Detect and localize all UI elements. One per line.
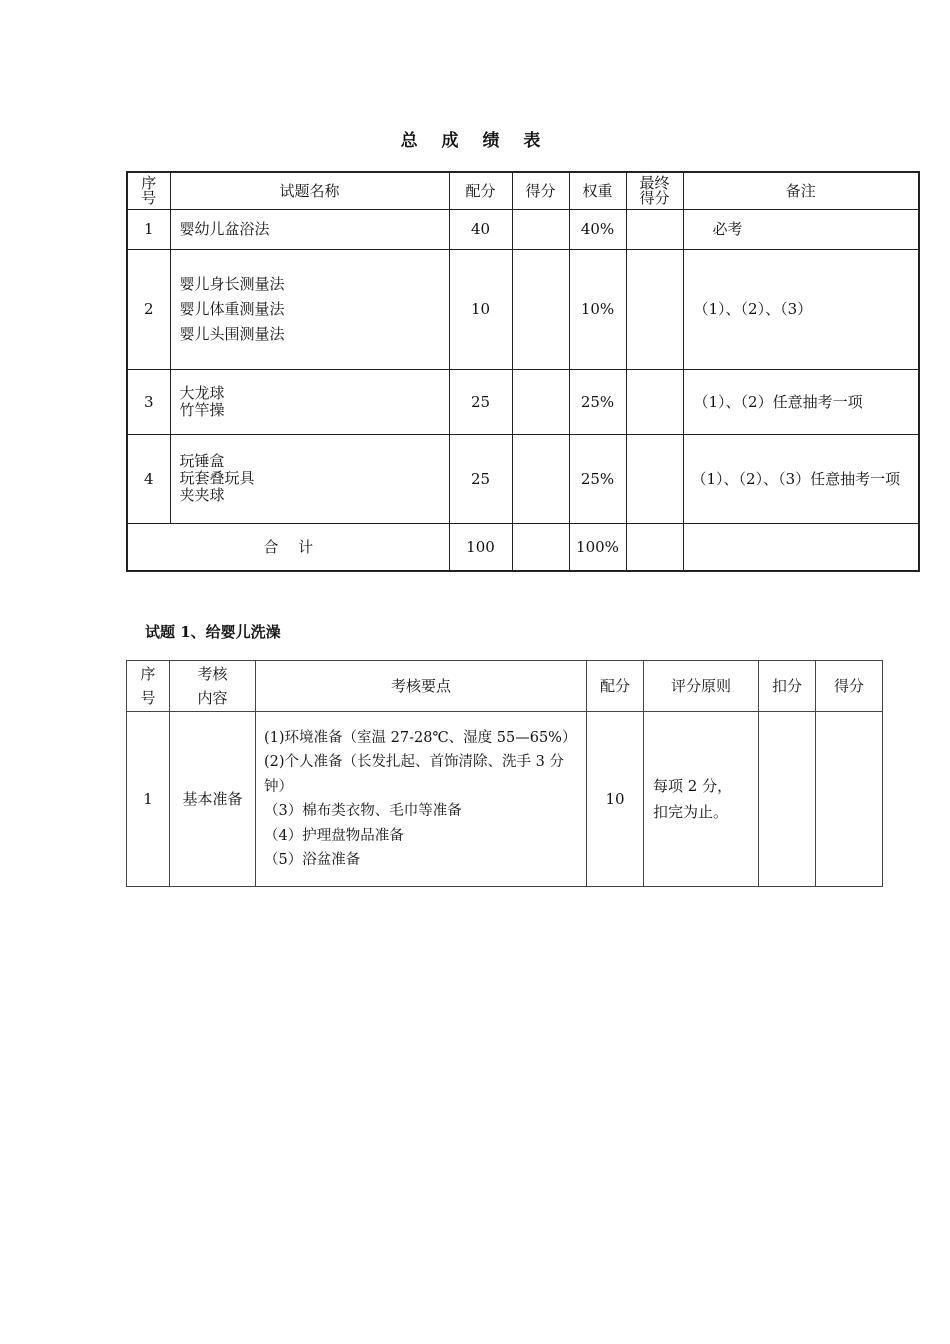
header-deduct: 扣分 xyxy=(759,661,816,712)
row-allot: 40 xyxy=(449,209,512,249)
header-content: 考核 内容 xyxy=(170,661,256,712)
row-content: 基本准备 xyxy=(170,712,256,887)
row-name: 婴幼儿盆浴法 xyxy=(170,209,449,249)
row-weight: 25% xyxy=(569,434,626,523)
table-row xyxy=(127,434,919,523)
row-seq: 2 xyxy=(127,249,170,369)
header-weight: 权重 xyxy=(569,172,626,209)
page-title: 总 成 绩 表 xyxy=(400,131,550,151)
header-seq: 序 号 xyxy=(127,661,170,712)
row-seq: 3 xyxy=(127,369,170,434)
row-note: 必考 xyxy=(683,209,919,249)
row-note: （1）、（2）、（3）任意抽考一项 xyxy=(683,434,919,523)
summary-header-row xyxy=(127,172,919,209)
summary-total-row xyxy=(127,523,919,571)
table-row xyxy=(127,712,883,887)
detail-header-row xyxy=(127,661,883,712)
row-note: （1）、（2）、（3） xyxy=(683,249,919,369)
header-seq: 序 号 xyxy=(127,172,170,209)
row-name: 大龙球 竹竿操 xyxy=(170,369,449,434)
row-seq: 4 xyxy=(127,434,170,523)
point-item: （3）棉布类衣物、毛巾等准备 xyxy=(264,803,462,819)
header-note: 备注 xyxy=(683,172,919,209)
total-final xyxy=(626,523,683,571)
row-final xyxy=(626,209,683,249)
row-score xyxy=(512,249,569,369)
header-name: 试题名称 xyxy=(170,172,449,209)
point-item: （4）护理盘物品准备 xyxy=(264,827,404,844)
row-deduct xyxy=(759,712,816,887)
row-final xyxy=(626,249,683,369)
row-weight: 25% xyxy=(569,369,626,434)
point-item: （5）浴盆准备 xyxy=(264,852,361,868)
row-final xyxy=(626,369,683,434)
row-allot: 25 xyxy=(449,369,512,434)
summary-table xyxy=(126,171,920,572)
row-allot: 10 xyxy=(587,712,644,887)
row-weight: 40% xyxy=(569,209,626,249)
row-weight: 10% xyxy=(569,249,626,369)
detail-table xyxy=(126,660,883,887)
point-item: (1)环境准备（室温 27-28℃、湿度 55—65%） xyxy=(264,729,577,746)
point-item: (2)个人准备（长发扎起、首饰清除、洗手 3 分钟） xyxy=(264,754,564,795)
header-rule: 评分原则 xyxy=(644,661,759,712)
total-allot: 100 xyxy=(449,523,512,571)
header-score: 得分 xyxy=(816,661,883,712)
row-score xyxy=(512,369,569,434)
row-score xyxy=(512,434,569,523)
row-final xyxy=(626,434,683,523)
row-name: 玩锤盒 玩套叠玩具 夹夹球 xyxy=(170,434,449,523)
row-allot: 25 xyxy=(449,434,512,523)
table-row xyxy=(127,209,919,249)
total-score xyxy=(512,523,569,571)
row-allot: 10 xyxy=(449,249,512,369)
row-score xyxy=(512,209,569,249)
row-points xyxy=(256,712,587,887)
header-allot: 配分 xyxy=(449,172,512,209)
header-score: 得分 xyxy=(512,172,569,209)
section-heading: 试题 1、给婴儿洗澡 xyxy=(145,623,281,641)
header-points: 考核要点 xyxy=(256,661,587,712)
total-weight: 100% xyxy=(569,523,626,571)
row-score xyxy=(816,712,883,887)
header-allot: 配分 xyxy=(587,661,644,712)
row-seq: 1 xyxy=(127,209,170,249)
table-row xyxy=(127,369,919,434)
total-note xyxy=(683,523,919,571)
header-final: 最终 得分 xyxy=(626,172,683,209)
row-rule: 每项 2 分， 扣完为止。 xyxy=(644,712,759,887)
row-name: 婴儿身长测量法 婴儿体重测量法 婴儿头围测量法 xyxy=(170,249,449,369)
total-label: 合 计 xyxy=(127,523,449,571)
row-seq: 1 xyxy=(127,712,170,887)
table-row xyxy=(127,249,919,369)
row-note: （1）、（2）任意抽考一项 xyxy=(683,369,919,434)
